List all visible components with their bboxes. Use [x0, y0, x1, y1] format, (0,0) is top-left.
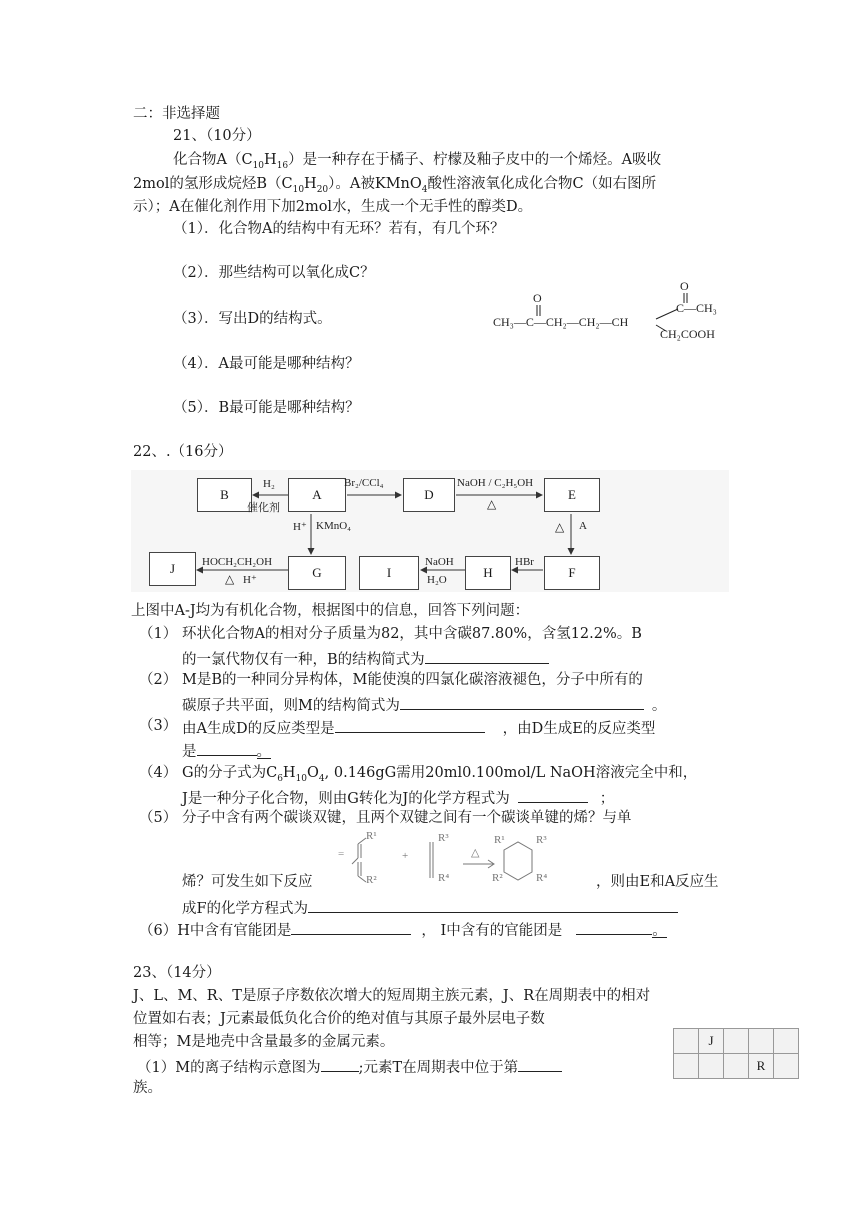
box-h: H — [465, 556, 511, 590]
delta-e-to-f: △ — [555, 520, 565, 534]
ptable-cell — [749, 1029, 774, 1054]
q22-p5-num: （5） — [139, 810, 178, 826]
answer-blank-1[interactable] — [425, 647, 549, 664]
reaction-scheme — [131, 470, 729, 592]
q22-p3-line1: 由A生成D的反应类型是 ，由D生成E的反应类型 — [182, 716, 655, 739]
q21-item-5: （5）．B最可能是哪种结构？ — [173, 400, 360, 416]
q23-header: 23、（14分） — [133, 965, 221, 981]
box-j: J — [149, 552, 196, 586]
box-a: A — [288, 478, 346, 512]
label-naoh-ethanol: NaOH / C₂H₅OH — [457, 477, 534, 489]
answer-blank-2[interactable] — [400, 693, 644, 710]
answer-blank-4[interactable] — [197, 739, 257, 756]
q22-intro: 上图中A-J均为有机化合物，根据图中的信息，回答下列问题： — [131, 603, 530, 619]
q22-p2-line2: 碳原子共平面，则M的结构简式为 。 — [182, 693, 666, 716]
da-plus: + — [402, 850, 409, 862]
q22-p2-num: （2） — [139, 672, 178, 688]
diels-alder-scheme — [338, 828, 600, 896]
box-d: D — [403, 478, 455, 512]
q22-p3-line2: 是 。 — [182, 739, 271, 762]
q21-item-4: （4）．A最可能是哪种结构？ — [173, 356, 360, 372]
box-f: F — [544, 556, 600, 590]
label-naoh: NaOH — [425, 556, 454, 568]
structure-main-chain: CH₃—C—CH₂—CH₂—CH — [493, 315, 629, 329]
label-h-plus: H⁺ — [293, 521, 307, 533]
answer-blank-6[interactable] — [308, 896, 678, 913]
da-r3-right: R³ — [536, 834, 547, 846]
label-catalyst: 催化剂 — [247, 502, 280, 514]
da-r3-left: R³ — [438, 832, 449, 844]
diels-alder-bonds — [338, 828, 600, 896]
delta-d-to-e: △ — [487, 497, 497, 511]
q22-p6-line: （6）H中含有官能团是 ， I中含有的官能团是 。 — [139, 918, 667, 941]
q23-line5: 族。 — [133, 1080, 162, 1096]
ptable-cell-r: R — [749, 1054, 774, 1079]
box-b: B — [197, 478, 252, 512]
ptable-cell — [724, 1054, 749, 1079]
da-delta: △ — [471, 847, 480, 859]
answer-blank-8[interactable] — [576, 918, 652, 935]
ptable-cell — [774, 1029, 799, 1054]
ptable-cell — [674, 1029, 699, 1054]
q22-p2-line1: M是B的一种同分异构体，M能使溴的四氯化碳溶液褪色，分子中所有的 — [182, 672, 643, 688]
q23-line1: J、L、M、R、T是原子序数依次增大的短周期主族元素，J、R在周期表中的相对 — [133, 988, 651, 1004]
ptable-cell — [774, 1054, 799, 1079]
label-a: A — [579, 520, 587, 532]
q22-p5-line2a: 烯？可发生如下反应 — [182, 874, 313, 890]
periodic-table-fragment — [673, 1028, 799, 1079]
q22-p5-line3: 成F的化学方程式为 — [182, 896, 678, 919]
da-r2-right: R² — [492, 872, 503, 884]
q21-item-3: （3）．写出D的结构式。 — [173, 311, 332, 327]
compound-c-structure — [488, 279, 738, 343]
structure-oxygen-2: O — [680, 279, 689, 293]
q21-intro-line1: 化合物$A(C_{10}H_{16})$是一种存在于橘子、柠檬及釉子皮中的一个烯烃。A吸收 — [173, 152, 662, 171]
label-kmno4: KMnO₄ — [316, 520, 352, 532]
structure-ch2cooh: CH₂COOH — [660, 327, 715, 341]
box-i: I — [359, 556, 419, 590]
da-r4-right: R⁴ — [536, 872, 548, 884]
q22-p1-line1: 环状化合物A的相对分子质量为82，其中含碳87.80%，含氢12.2%。B — [182, 626, 642, 642]
q22-p5-line2b: ，则由E和A反应生 — [596, 874, 719, 890]
answer-blank-9[interactable] — [321, 1055, 359, 1072]
answer-blank-7[interactable] — [291, 918, 411, 935]
q21-intro-line3: 示）；A在催化剂作用下加2mol水，生成一个无手性的醇类D。 — [133, 199, 533, 215]
structure-oxygen-1: O — [533, 291, 542, 305]
box-g: G — [288, 556, 346, 590]
q22-header: 22、.（16分） — [133, 444, 233, 460]
q21-intro-line2: 2mol的氢形成烷烃$B(C_{10}H_{20})$。A被KMnO$_4$酸性溶液氧化成化合物C（如右图所 — [133, 176, 657, 195]
da-r1-right: R¹ — [494, 834, 505, 846]
label-glycol: HOCH₂CH₂OH — [202, 556, 273, 568]
q22-p4-line1: G的分子式为$C_6H_{10}O_4$, 0.146gG需用20ml0.100mol/L NaOH溶液完全中和， — [182, 765, 698, 784]
q23-line3: 相等；M是地壳中含量最多的金属元素。 — [133, 1034, 395, 1050]
structure-acetyl: C—CH₃ — [676, 301, 717, 315]
da-r2-left: R² — [366, 874, 377, 886]
answer-blank-5[interactable] — [518, 786, 588, 803]
q22-p5-line1: 分子中含有两个碳谈双键，且两个双键之间有一个碳谈单键的烯？与单 — [182, 810, 632, 826]
q23-line4: （1）M的离子结构示意图为 ;元素T在周期表中位于第 — [137, 1055, 562, 1078]
q21-item-1: （1）．化合物A的结构中有无环？若有，有几个环？ — [173, 221, 505, 237]
diels-alder-reactant-label: = — [338, 848, 345, 860]
q22-p4-num: （4） — [139, 765, 178, 781]
label-glycol-h: H⁺ — [243, 574, 257, 586]
label-h2: H₂ — [263, 478, 275, 490]
ptable-cell — [699, 1054, 724, 1079]
box-e: E — [544, 478, 600, 512]
q21-header: 21、（10分） — [173, 128, 261, 144]
q22-p4-line2: J是一种分子化合物，则由G转化为J的化学方程式为 ； — [182, 786, 614, 809]
ptable-cell — [674, 1054, 699, 1079]
answer-blank-10[interactable] — [518, 1055, 562, 1072]
q23-line2: 位置如右表；J元素最低负化合价的绝对值与其原子最外层电子数 — [133, 1011, 545, 1027]
label-h2o: H₂O — [427, 574, 447, 586]
ptable-cell-j: J — [699, 1029, 724, 1054]
q22-p3-num: （3） — [139, 718, 178, 734]
label-br2-ccl4: Br₂/CCl₄ — [344, 477, 384, 489]
da-r4-left: R⁴ — [438, 872, 450, 884]
answer-blank-3[interactable] — [335, 716, 485, 733]
q22-p1-line2: 的一氯代物仅有一种，B的结构简式为 — [182, 647, 549, 670]
section-title: 二：非选择题 — [133, 106, 220, 122]
q22-p1-num: （1） — [139, 626, 178, 642]
da-r1-left: R¹ — [366, 830, 377, 842]
delta-g-to-j: △ — [225, 572, 235, 586]
label-hbr: HBr — [515, 556, 534, 568]
ptable-cell — [724, 1029, 749, 1054]
q21-item-2: （2）．那些结构可以氧化成C？ — [173, 265, 375, 281]
